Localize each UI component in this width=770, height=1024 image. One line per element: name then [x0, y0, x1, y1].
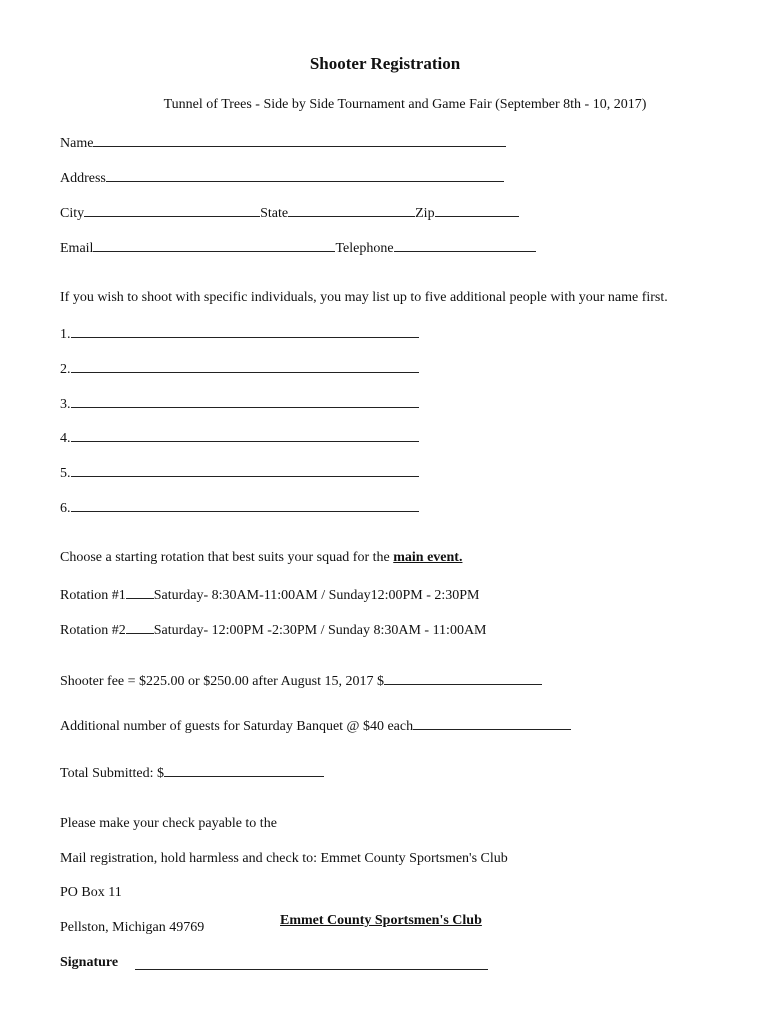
shooter-fee-label: Shooter fee = $225.00 or $250.00 after August 15, 2017 $ [60, 674, 385, 689]
club-name: Emmet County Sportsmen's Club [280, 913, 482, 928]
main-event-emphasis: main event. [393, 550, 463, 565]
total-submitted-field[interactable] [164, 762, 324, 777]
rotation-2-times: Saturday- 12:00PM -2:30PM / Sunday 8:30AM - 11:00AM [153, 623, 487, 638]
telephone-label: Telephone [335, 241, 394, 256]
shooter-fee-row [60, 670, 542, 691]
squad-member-row [60, 323, 419, 344]
rotation-2-field[interactable] [126, 619, 154, 634]
rotation-prompt [60, 549, 462, 567]
squad-member-field[interactable] [71, 462, 419, 477]
squad-member-row [60, 358, 419, 379]
squad-member-field[interactable] [71, 358, 419, 373]
check-payable-text: Please make your check payable to the [60, 816, 277, 831]
city-state-zip-row [60, 202, 519, 223]
telephone-field[interactable] [394, 237, 536, 252]
email-label: Email [60, 241, 94, 256]
rotation-prompt-text: Choose a starting rotation that best suits your squad for the [60, 550, 394, 565]
rotation-option-1 [60, 584, 480, 605]
squad-member-number: 1. [60, 327, 71, 342]
rotation-2-label: Rotation #2 [60, 623, 126, 638]
squad-member-field[interactable] [71, 497, 419, 512]
name-row [60, 132, 506, 153]
squad-member-number: 3. [60, 397, 71, 412]
squad-instructions: If you wish to shoot with specific individuals, you may list up to five additional people with your name first. [60, 290, 668, 305]
zip-field[interactable] [435, 202, 519, 217]
rotation-1-times: Saturday- 8:30AM-11:00AM / Sunday12:00PM - 2:30PM [153, 588, 480, 603]
name-label: Name [60, 136, 94, 151]
total-submitted-label: Total Submitted: $ [60, 766, 165, 781]
banquet-guests-label: Additional number of guests for Saturday Banquet @ $40 each [60, 719, 414, 734]
squad-member-field[interactable] [71, 427, 419, 442]
squad-member-number: 2. [60, 362, 71, 377]
shooter-fee-field[interactable] [384, 670, 542, 685]
email-field[interactable] [93, 237, 335, 252]
banquet-guests-field[interactable] [413, 715, 571, 730]
page-title: Shooter Registration [309, 54, 461, 73]
total-submitted-row [60, 762, 324, 783]
address-field[interactable] [106, 167, 504, 182]
rotation-1-label: Rotation #1 [60, 588, 126, 603]
city-field[interactable] [84, 202, 260, 217]
city-label: City [60, 206, 85, 221]
address-label: Address [60, 171, 106, 186]
signature-label: Signature [60, 955, 119, 970]
squad-member-number: 6. [60, 501, 71, 516]
name-field[interactable] [93, 132, 506, 147]
squad-member-row [60, 427, 419, 448]
squad-member-row [60, 393, 419, 414]
squad-member-row [60, 497, 419, 518]
rotation-1-field[interactable] [126, 584, 154, 599]
email-telephone-row [60, 237, 536, 258]
squad-member-field[interactable] [71, 393, 419, 408]
event-subtitle: Tunnel of Trees - Side by Side Tournament and Game Fair (September 8th - 10, 2017) [163, 97, 647, 112]
squad-member-number: 5. [60, 466, 71, 481]
state-field[interactable] [288, 202, 415, 217]
city-state-zip-text: Pellston, Michigan 49769 [60, 920, 205, 935]
banquet-guests-row [60, 715, 571, 736]
address-row [60, 167, 504, 188]
squad-member-number: 4. [60, 431, 71, 446]
mail-instructions-text: Mail registration, hold harmless and check to: Emmet County Sportsmen's Club [60, 851, 508, 866]
squad-member-row [60, 462, 419, 483]
rotation-option-2 [60, 619, 487, 640]
po-box-text: PO Box 11 [60, 885, 122, 900]
zip-label: Zip [415, 206, 435, 221]
squad-member-field[interactable] [71, 323, 419, 338]
state-label: State [260, 206, 289, 221]
signature-field[interactable] [135, 969, 488, 970]
